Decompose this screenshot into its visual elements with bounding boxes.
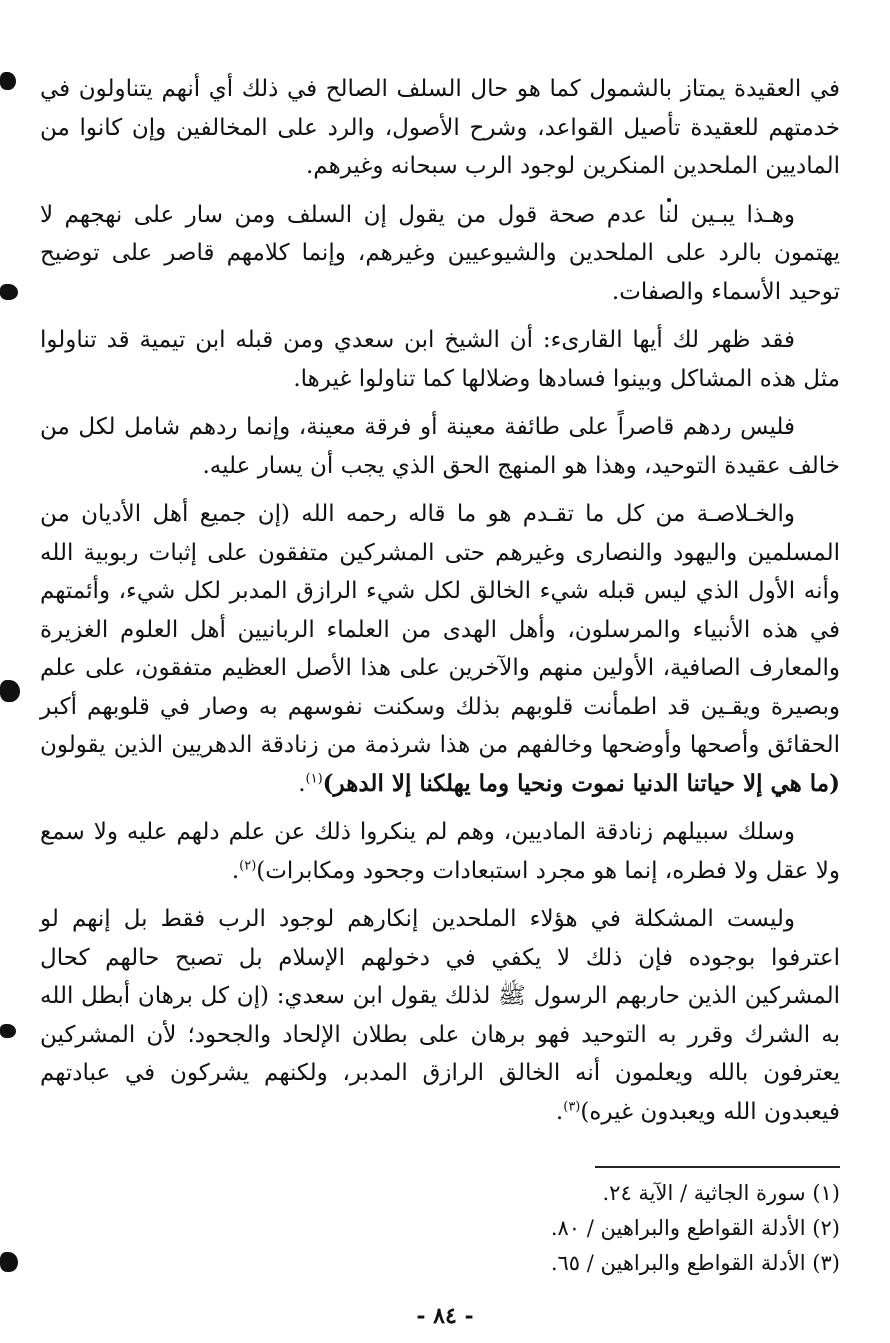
paragraph-3 — [40, 321, 840, 398]
paragraph-4-text: فليس ردهم قاصراً على طائفة معينة أو فرقة معينة، وإنما ردهم شامل لكل من خالف عقيدة التوحيد، وهذا هو المنهج الحق الذي يجب أن يسار عليه. — [40, 414, 840, 479]
paragraph-4 — [40, 408, 840, 485]
footnote-1: (١) سورة الجاثية / الآية ٢٤. — [602, 1181, 840, 1205]
footnote-mark-1: (١) — [305, 770, 323, 786]
paragraph-2-text: وهـذا يبـين لنا عدم صحة قول من يقول إن السلف ومن سار على نهجهم لا يهتمون بالرد على الملحدين والشيوعيين وغيرهم، وإنما كلامهم قاصر على توضيح توحيد الأسماء والصفات. — [40, 201, 840, 305]
scan-blot-1 — [0, 72, 16, 90]
footnotes — [340, 1176, 840, 1281]
paragraph-2 — [40, 196, 840, 312]
paragraph-5-text: والخـلاصـة من كل ما تقـدم هو ما قاله رحمه الله (إن جميع أهل الأديان من المسلمين واليهود والنصارى وغيرهم حتى المشركين متفقون على إثبات ربوبية الله وأنه الأول الذي ليس قبله شيء الخالق لكل شيء الرازق المدبر لكل شيء، وأئمتهم في هذه الأنبياء والمرسلون، وأهل الهدى من العلماء الربانيين أهل العلوم الغزيرة والمعارف الصافية، الأولين منهم والآخرين على هذا الأصل العظيم متفقون، على علم وبصيرة ويقـين قد اطمأنت قلوبهم بذلك وسكنت نفوسهم به وصار في قلوبهم أكبر الحقائق وأصحها وأوضحها وخالفهم من هذا شرذمة من زنادقة الدهريين الذين يقولون — [40, 501, 840, 758]
page-number: - ٨٤ - — [416, 1303, 474, 1329]
paragraph-5 — [40, 495, 840, 803]
footnote-mark-3: (٣) — [563, 1098, 581, 1114]
paragraph-3-text: فقد ظهر لك أيها القارىء: أن الشيخ ابن سعدي ومن قبله ابن تيمية قد تناولوا مثل هذه المشاكل وبينوا فسادها وضلالها كما تناولوا غيرها. — [40, 327, 840, 392]
paragraph-1 — [40, 70, 840, 186]
quran-quote: (ما هي إلا حياتنا الدنيا نموت ونحيا وما يهلكنا إلا الدهر) — [322, 769, 840, 797]
paragraph-7-end: . — [555, 1098, 564, 1125]
footnote-divider — [595, 1166, 840, 1168]
paragraph-6-text: وسلك سبيلهم زنادقة الماديين، وهم لم ينكروا ذلك عن علم دلهم عليه ولا سمع ولا عقل ولا فطره، إنما هو مجرد استبعادات وجحود ومكابرات) — [40, 819, 840, 884]
paragraph-7-text: وليست المشكلة في هؤلاء الملحدين إنكارهم لوجود الرب فقط بل إنهم لو اعترفوا بوجوده فإن ذلك لا يكفي في دخولهم الإسلام بل تصبح حالهم كحال المشركين الذين حاربهم الرسول ﷺ لذلك يقول ابن سعدي: (إن كل برهان أبطل الله به الشرك وقرر به التوحيد فهو برهان على بطلان الإلحاد والجحود؛ لأن المشركين يعترفون بالله ويعلمون أنه الخالق الرازق المدبر، ولكنهم يشركون في عبادتهم فيعبدون الله ويعبدون غيره) — [40, 906, 840, 1125]
paragraph-7 — [40, 900, 840, 1131]
footnote-mark-2: (٢) — [239, 857, 257, 873]
scan-speck — [667, 198, 671, 202]
footnote-3: (٣) الأدلة القواطع والبراهين / ٦٥. — [550, 1251, 840, 1275]
paragraph-6 — [40, 813, 840, 890]
paragraph-6-end: . — [231, 857, 240, 884]
scan-blot-3 — [0, 680, 20, 702]
paragraph-5-end: . — [298, 770, 306, 797]
paragraph-1-text: في العقيدة يمتاز بالشمول كما هو حال السلف الصالح في ذلك أي أنهم يتناولون في خدمتهم للعقيدة تأصيل القواعد، وشرح الأصول، والرد على المخالفين وإن كانوا من الماديين الملحدين المنكرين لوجود الرب سبحانه وغيرهم. — [40, 76, 840, 179]
scan-blot-2 — [0, 284, 18, 300]
scan-blot-4 — [0, 1024, 16, 1038]
body-text — [40, 70, 840, 1131]
scan-blot-5 — [0, 1252, 18, 1272]
footnote-2: (٢) الأدلة القواطع والبراهين / ٨٠. — [550, 1216, 840, 1240]
